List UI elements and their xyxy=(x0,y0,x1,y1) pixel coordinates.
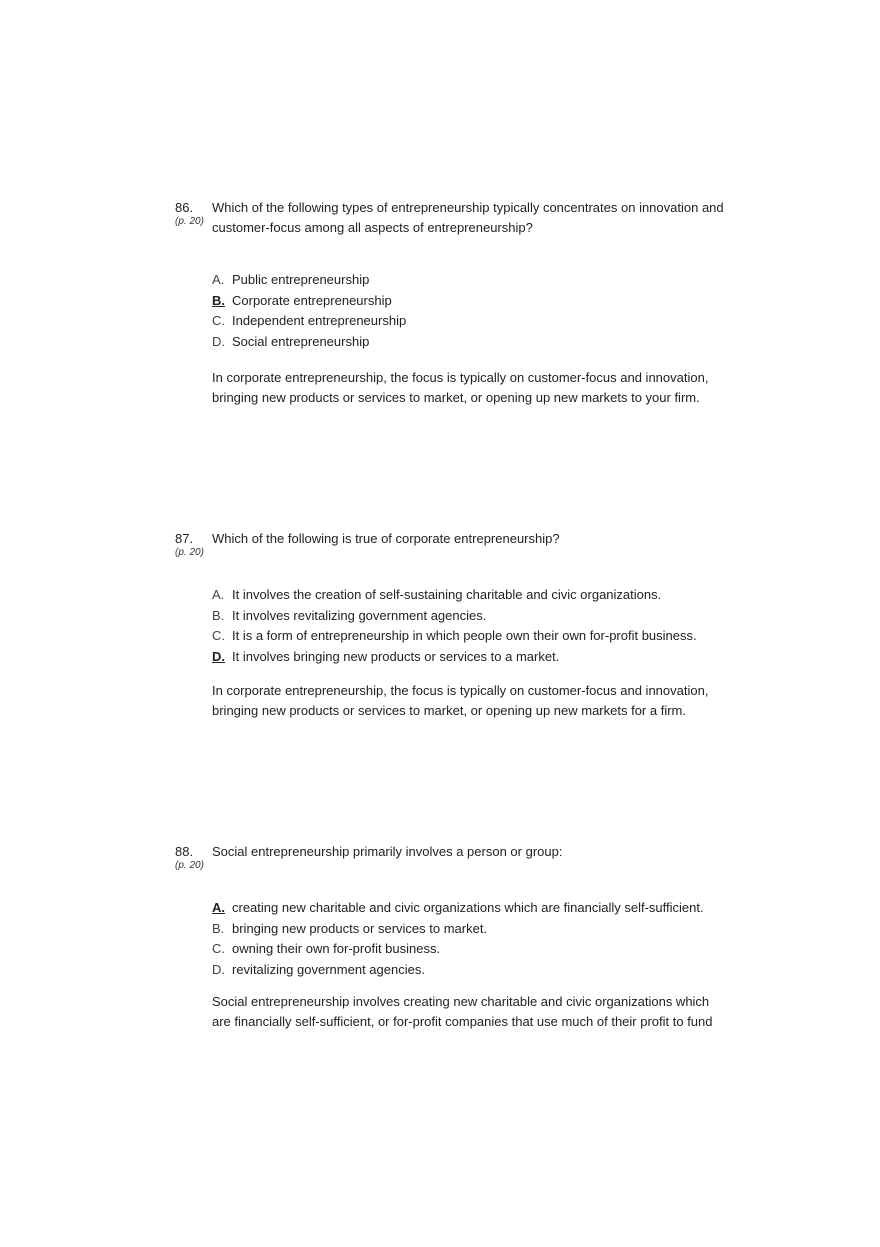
option-letter: C. xyxy=(212,313,225,328)
page-reference: (p. 20) xyxy=(175,547,204,558)
correct-option-letter: A. xyxy=(212,900,225,915)
option-c xyxy=(212,311,406,332)
option-text: Corporate entrepreneurship xyxy=(232,292,392,308)
option-letter: B. xyxy=(212,607,225,623)
question-text: Which of the following is true of corporate entrepreneurship? xyxy=(212,531,560,546)
option-text: Public entrepreneurship xyxy=(232,272,370,287)
option-a xyxy=(212,585,697,606)
option-letter: A. xyxy=(212,587,225,602)
question-text: Social entrepreneurship primarily involves a person or group: xyxy=(212,844,563,859)
correct-option-letter: D. xyxy=(212,648,225,664)
option-c xyxy=(212,939,704,960)
answer-options xyxy=(212,585,697,667)
option-letter: C. xyxy=(212,628,225,643)
option-d xyxy=(212,647,697,668)
question-header xyxy=(175,198,735,238)
question-87 xyxy=(175,529,735,718)
question-header xyxy=(175,842,735,882)
option-a xyxy=(212,898,704,919)
question-86 xyxy=(175,198,735,405)
option-text: Independent entrepreneurship xyxy=(232,313,407,328)
answer-explanation: In corporate entrepreneurship, the focus is typically on customer-focus and innovation, bringing new products or services to market, or opening up new markets to your firm. xyxy=(212,370,709,405)
answer-options xyxy=(212,270,406,352)
page-reference: (p. 20) xyxy=(175,860,204,871)
answer-explanation: Social entrepreneurship involves creating new charitable and civic organizations which are financially self-sufficient, or for-profit companies that use much of their profit to fund xyxy=(212,994,713,1029)
option-d xyxy=(212,332,406,353)
option-b xyxy=(212,606,697,627)
question-number: 88. xyxy=(175,844,194,859)
question-header xyxy=(175,529,735,569)
question-number: 87. xyxy=(175,531,194,546)
option-letter: B. xyxy=(212,920,225,936)
page-reference: (p. 20) xyxy=(175,216,204,227)
option-text: creating new charitable and civic organizations which are financially self-sufficient. xyxy=(232,900,704,915)
option-letter: C. xyxy=(212,941,225,956)
option-text: Social entrepreneurship xyxy=(232,333,370,349)
correct-option-letter: B. xyxy=(212,292,225,308)
option-text: It involves the creation of self-sustaining charitable and civic organizations. xyxy=(232,587,662,602)
question-number: 86. xyxy=(175,200,194,215)
option-a xyxy=(212,270,406,291)
option-b xyxy=(212,291,406,312)
option-text: owning their own for-profit business. xyxy=(232,941,441,956)
option-letter: A. xyxy=(212,272,225,287)
question-text: Which of the following types of entrepreneurship typically concentrates on innovation and customer-focus among all aspects of entrepreneurship? xyxy=(212,200,724,235)
option-text: It is a form of entrepreneurship in which people own their own for-profit business. xyxy=(232,628,697,643)
option-text: It involves revitalizing government agencies. xyxy=(232,607,487,623)
option-b xyxy=(212,919,704,940)
option-c xyxy=(212,626,697,647)
option-letter: D. xyxy=(212,961,225,977)
answer-explanation: In corporate entrepreneurship, the focus is typically on customer-focus and innovation, bringing new products or services to market, or opening up new markets for a firm. xyxy=(212,683,709,718)
answer-options xyxy=(212,898,704,980)
option-d xyxy=(212,960,704,981)
option-text: revitalizing government agencies. xyxy=(232,961,425,977)
option-text: It involves bringing new products or services to a market. xyxy=(232,648,560,664)
question-88 xyxy=(175,842,735,1029)
option-letter: D. xyxy=(212,333,225,349)
option-text: bringing new products or services to market. xyxy=(232,920,488,936)
